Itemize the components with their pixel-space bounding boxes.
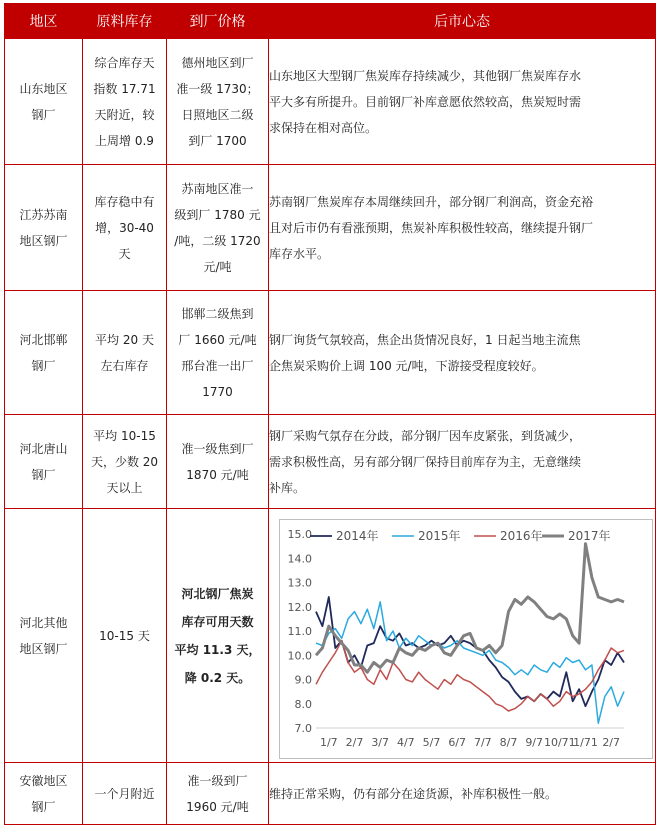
x-tick-label: 8/7 xyxy=(499,736,518,749)
outlook-cell: 山东地区大型钢厂焦炭库存持续减少，其他钢厂焦炭库存水 平大多有所提升。目前钢厂补库意愿依然较高，焦炭短时需 求保持在相对高位。 xyxy=(269,39,656,165)
line-chart-svg xyxy=(280,520,652,758)
legend-label: 2016年 xyxy=(500,529,543,543)
x-tick-label: 3/7 xyxy=(371,736,390,749)
table-row xyxy=(5,291,656,415)
header-stock: 原料库存 xyxy=(83,4,167,39)
legend-label: 2015年 xyxy=(418,529,461,543)
x-tick-label: 10/71 xyxy=(543,736,576,749)
x-tick-label: 5/7 xyxy=(422,736,441,749)
chart-cell xyxy=(269,509,656,763)
y-tick-label: 8.0 xyxy=(294,697,312,711)
x-tick-label: 9/7 xyxy=(525,736,544,749)
header-row xyxy=(5,4,656,39)
outlook-cell: 苏南钢厂焦炭库存本周继续回升，部分钢厂利润高，资金充裕 且对后市仍有看涨预期，焦炭补库积极性较高，继续提升钢厂 库存水平。 xyxy=(269,165,656,291)
legend-label: 2017年 xyxy=(568,529,611,543)
outlook-cell: 钢厂采购气氛存在分歧，部分钢厂因车皮紧张，到货减少， 需求积极性高，另有部分钢厂保持目前库存为主，无意继续 补库。 xyxy=(269,415,656,509)
x-tick-label: 6/7 xyxy=(448,736,467,749)
series-line-2014年 xyxy=(316,597,624,706)
x-tick-label: 4/7 xyxy=(396,736,415,749)
header-price: 到厂价格 xyxy=(167,4,269,39)
price-cell: 准一级焦到厂 1870 元/吨 xyxy=(167,415,269,509)
price-cell: 苏南地区准一 级到厂 1780 元 /吨，二级 1720 元/吨 xyxy=(167,165,269,291)
table-row xyxy=(5,509,656,763)
stock-cell: 10-15 天 xyxy=(83,509,167,763)
price-cell: 河北钢厂焦炭 库存可用天数 平均 11.3 天， 降 0.2 天。 xyxy=(167,509,269,763)
series-line-2016年 xyxy=(316,641,624,711)
stock-cell: 平均 20 天 左右库存 xyxy=(83,291,167,415)
price-cell: 准一级到厂 1960 元/吨 xyxy=(167,763,269,825)
stock-cell: 平均 10-15 天，少数 20 天以上 xyxy=(83,415,167,509)
region-cell: 安徽地区 钢厂 xyxy=(5,763,83,825)
header-region: 地区 xyxy=(5,4,83,39)
y-tick-label: 15.0 xyxy=(287,528,312,541)
y-tick-label: 14.0 xyxy=(287,552,312,566)
region-cell: 江苏苏南 地区钢厂 xyxy=(5,165,83,291)
y-tick-label: 13.0 xyxy=(287,576,312,590)
stock-cell: 综合库存天 指数 17.71 天附近，较 上周增 0.9 xyxy=(83,39,167,165)
stock-cell: 库存稳中有 增，30-40 天 xyxy=(83,165,167,291)
region-cell: 河北唐山 钢厂 xyxy=(5,415,83,509)
region-cell: 河北其他 地区钢厂 xyxy=(5,509,83,763)
legend-label: 2014年 xyxy=(336,529,379,543)
x-tick-label: 1/7 xyxy=(319,736,338,749)
x-tick-label: 7/7 xyxy=(473,736,492,749)
y-tick-label: 11.0 xyxy=(287,625,312,638)
y-tick-label: 7.0 xyxy=(294,722,312,735)
stock-cell: 一个月附近 xyxy=(83,763,167,825)
coke-market-table xyxy=(4,3,656,825)
table-row xyxy=(5,165,656,291)
y-tick-label: 9.0 xyxy=(294,673,312,687)
series-line-2017年 xyxy=(316,544,624,673)
price-cell: 邯郸二级焦到 厂 1660 元/吨 邢台准一出厂 1770 xyxy=(167,291,269,415)
table-row xyxy=(5,415,656,509)
y-tick-label: 12.0 xyxy=(287,600,312,614)
inventory-chart xyxy=(279,519,653,759)
x-tick-label: 2/7 xyxy=(345,736,364,749)
outlook-cell: 维持正常采购，仍有部分在途货源，补库积极性一般。 xyxy=(269,763,656,825)
outlook-cell: 钢厂询货气氛较高，焦企出货情况良好，1 日起当地主流焦 企焦炭采购价上调 100 元/吨，下游接受程度较好。 xyxy=(269,291,656,415)
table-row xyxy=(5,39,656,165)
table-row xyxy=(5,763,656,825)
x-tick-label: 1/71 xyxy=(573,736,598,749)
region-cell: 河北邯郸 钢厂 xyxy=(5,291,83,415)
region-cell: 山东地区 钢厂 xyxy=(5,39,83,165)
x-tick-label: 2/7 xyxy=(602,736,621,749)
price-cell: 德州地区到厂 准一级 1730； 日照地区二级 到厂 1700 xyxy=(167,39,269,165)
y-tick-label: 10.0 xyxy=(287,649,312,663)
header-outlook: 后市心态 xyxy=(269,4,656,39)
